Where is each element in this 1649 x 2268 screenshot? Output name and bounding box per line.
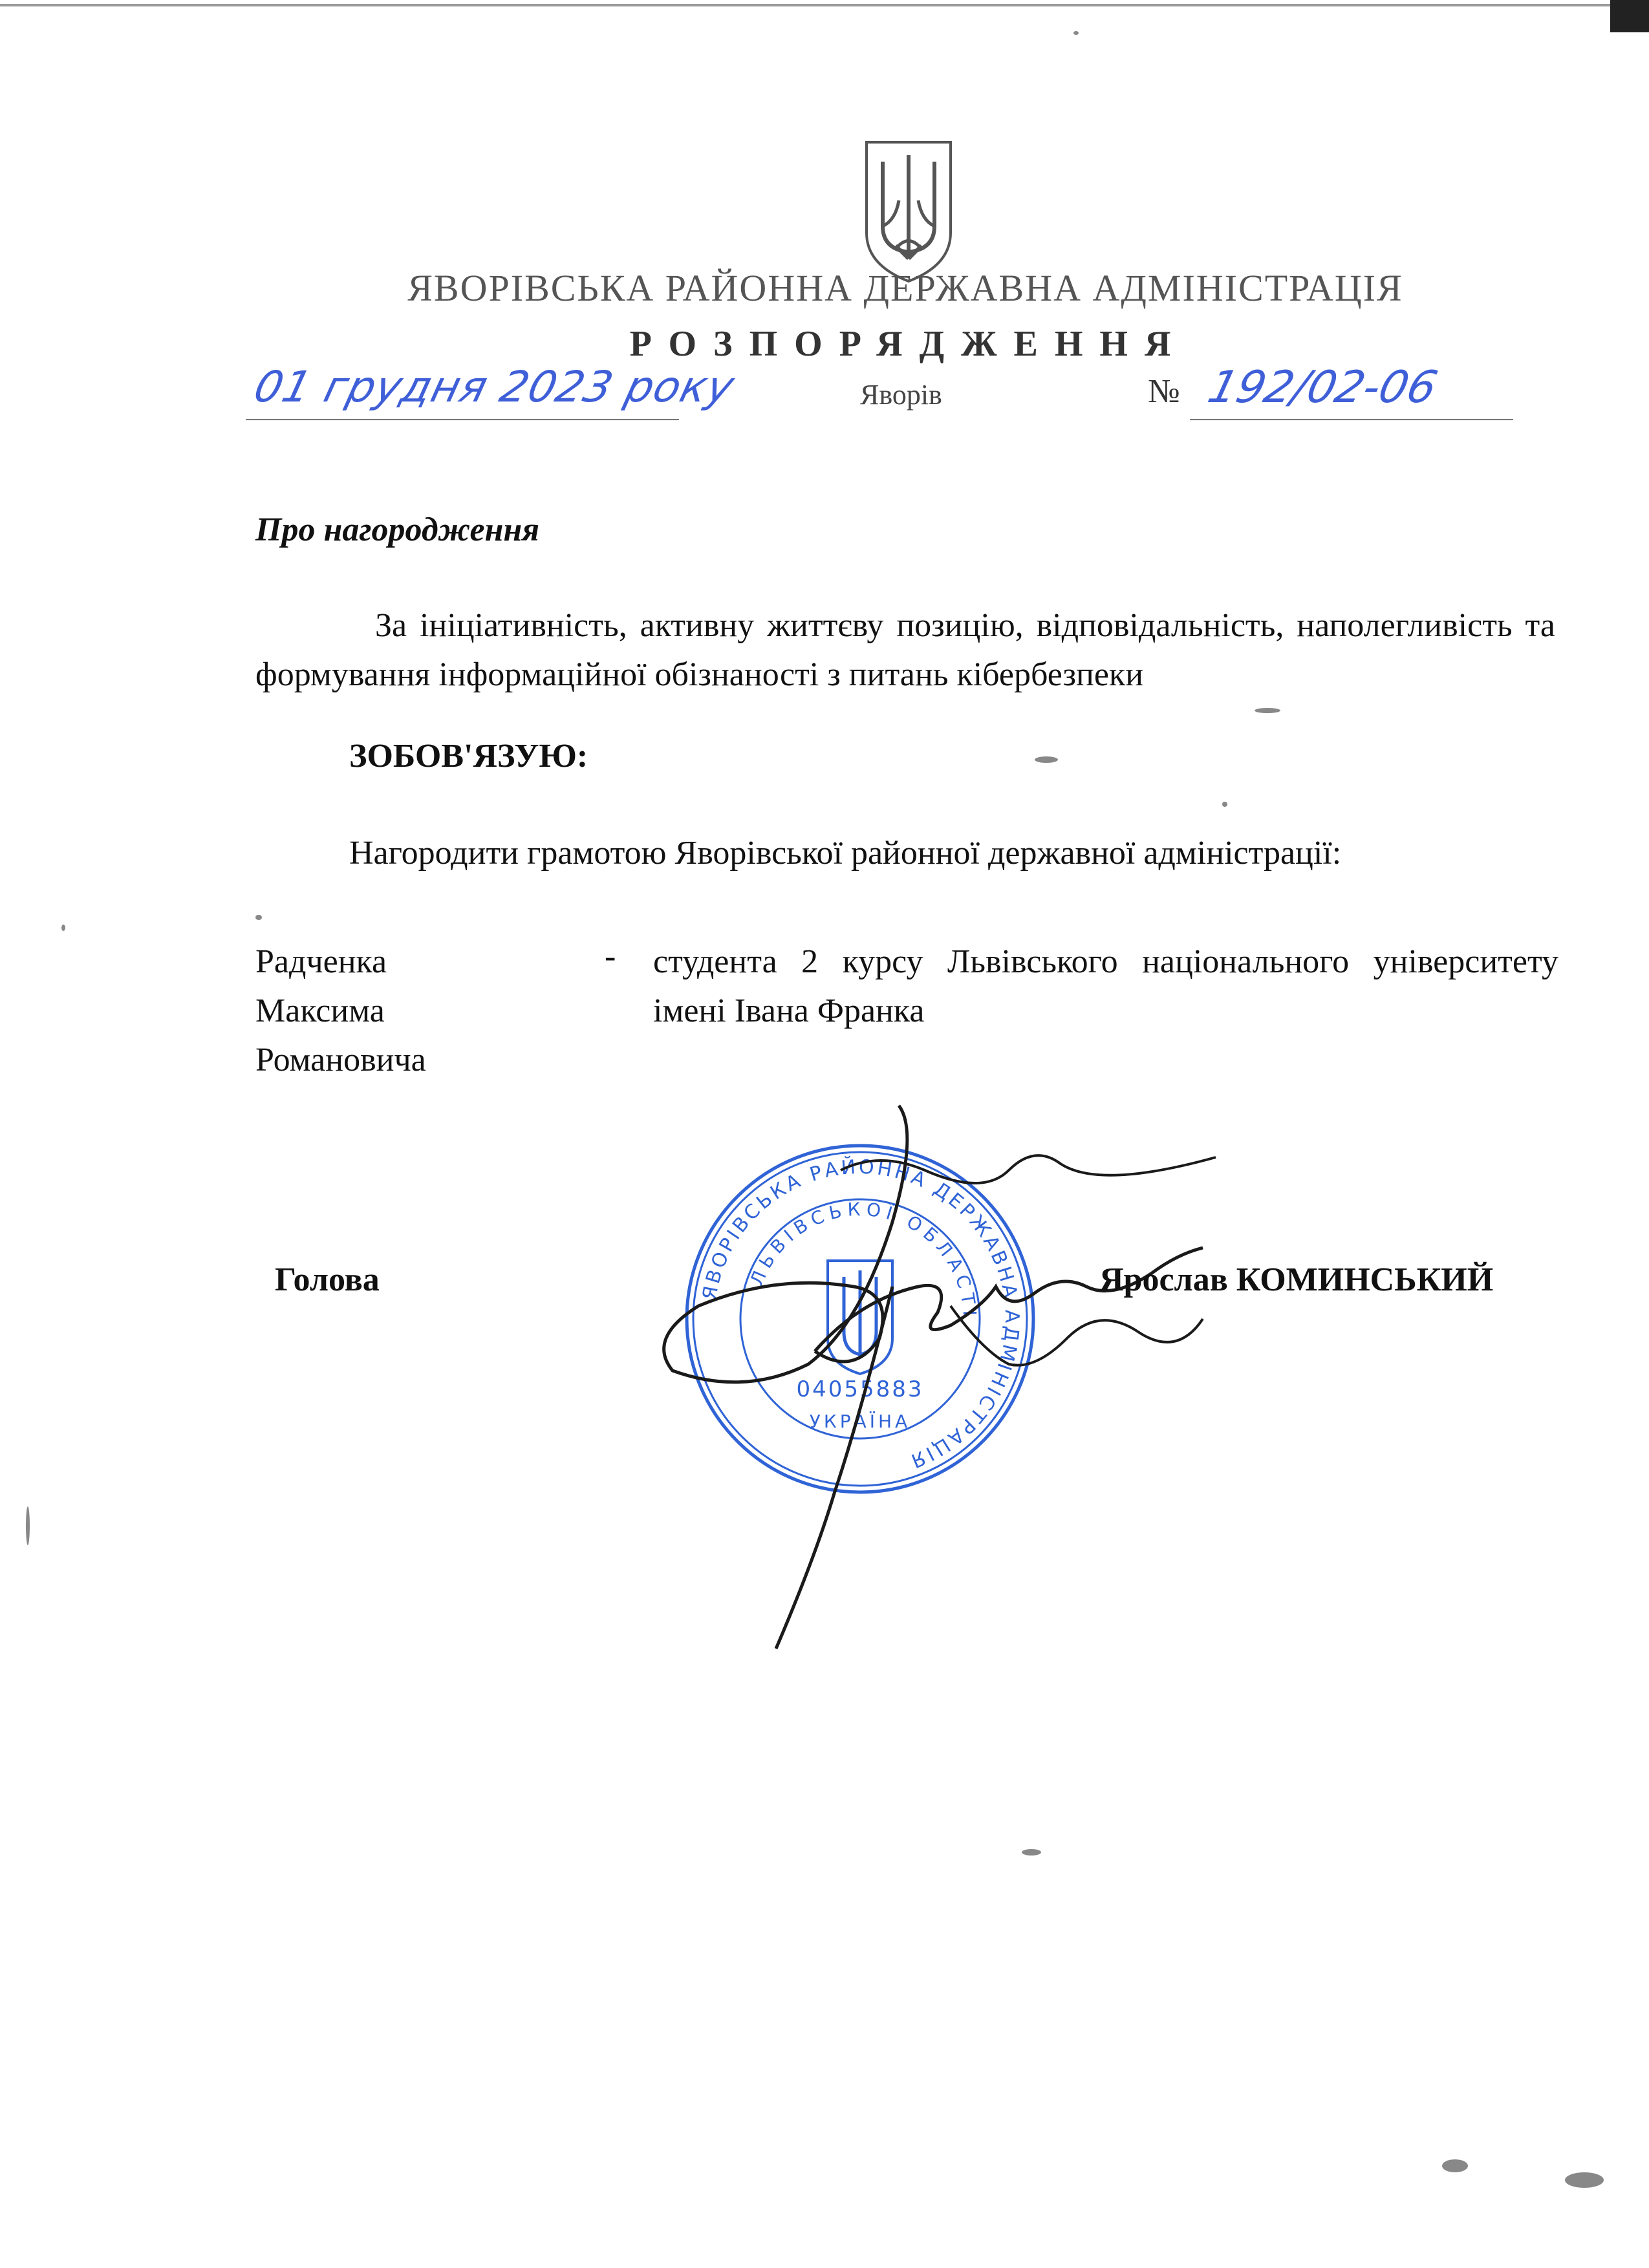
scan-speck — [1022, 1849, 1041, 1856]
stamp-code: 04055883 — [796, 1376, 924, 1402]
awardee-surname: Радченка — [255, 943, 387, 980]
stamp-outer-text: ЯВОРІВСЬКА РАЙОННА ДЕРЖАВНА АДМІНІСТРАЦІЯ — [698, 1155, 1024, 1473]
scan-speck — [1222, 802, 1227, 807]
stamp-country: УКРАЇНА — [809, 1411, 911, 1432]
obligation-heading: ЗОБОВ'ЯЗУЮ: — [349, 738, 588, 775]
scan-speck — [1442, 2159, 1468, 2172]
date-handwritten: 01 грудня 2023 року — [249, 362, 740, 412]
scan-speck — [1035, 756, 1058, 763]
document-type: РОЗПОРЯДЖЕННЯ — [629, 324, 1188, 364]
organization-title: ЯВОРІВСЬКА РАЙОННА ДЕРЖАВНА АДМІНІСТРАЦІЯ — [407, 267, 1403, 309]
scan-corner — [1610, 0, 1649, 32]
signatory-title: Голова — [275, 1261, 380, 1298]
city: Яворів — [860, 379, 942, 411]
award-line: Нагородити грамотою Яворівської районної державної адміністрації: — [349, 835, 1342, 872]
scan-speck — [1073, 31, 1079, 35]
preamble — [255, 601, 1555, 700]
date-underline — [246, 419, 679, 420]
number-handwritten: 192/02-06 — [1203, 362, 1443, 413]
awardee-name — [255, 937, 426, 1085]
awardee-patronymic: Романовича — [255, 1042, 426, 1078]
number-underline — [1190, 419, 1513, 420]
coat-of-arms-icon — [860, 136, 957, 284]
scan-speck — [255, 915, 262, 920]
scan-speck — [26, 1506, 30, 1545]
signatory-name: Ярослав КОМИНСЬКИЙ — [1099, 1261, 1494, 1298]
scan-speck — [61, 925, 65, 931]
number-sign: № — [1148, 373, 1180, 410]
signature — [647, 1093, 1229, 1662]
awardee-first-name: Максима — [255, 992, 385, 1029]
preamble-text: За ініціативність, активну життєву позицію, відповідальність, наполегливість та формування інформаційної обізнаності з питань кібербезпеки — [255, 607, 1555, 693]
scan-speck — [1565, 2172, 1604, 2188]
scan-edge — [0, 4, 1649, 6]
awardee-dash: - — [605, 938, 616, 975]
awardee-description: студента 2 курсу Львівського національного університету імені Івана Франка — [653, 943, 1558, 1029]
subject: Про нагородження — [255, 511, 540, 548]
stamp-inner-text: ЛЬВІВСЬКОЇ ОБЛАСТІ — [746, 1198, 981, 1321]
scan-speck — [1255, 708, 1280, 713]
